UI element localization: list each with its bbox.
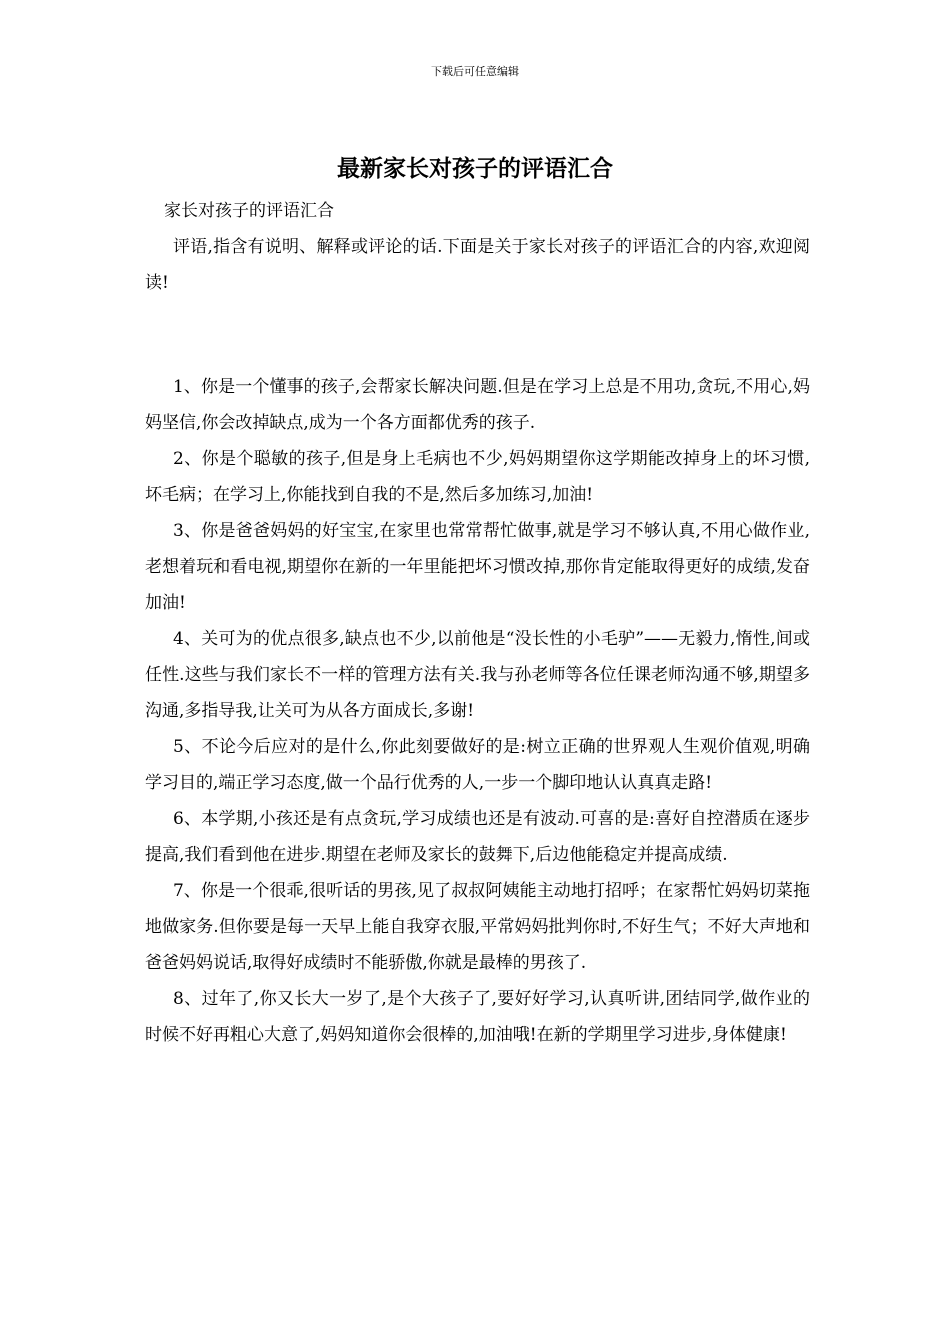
comments-list	[145, 369, 810, 1053]
document-title: 最新家长对孩子的评语汇合	[337, 155, 613, 182]
comment-item-8: 8、过年了,你又长大一岁了,是个大孩子了,要好好学习,认真听讲,团结同学,做作业的时候不好再粗心大意了,妈妈知道你会很棒的,加油哦!在新的学期里学习进步,身体健康!	[145, 989, 810, 1045]
comment-item-3: 3、你是爸爸妈妈的好宝宝,在家里也常常帮忙做事,就是学习不够认真,不用心做作业,老想着玩和看电视,期望你在新的一年里能把坏习惯改掉,那你肯定能取得更好的成绩,发奋加油!	[145, 521, 810, 613]
comment-item-7: 7、你是一个很乖,很听话的男孩,见了叔叔阿姨能主动地打招呼；在家帮忙妈妈切菜拖地做家务.但你要是每一天早上能自我穿衣服,平常妈妈批判你时,不好生气；不好大声地和爸爸妈妈说话,取得好成绩时不能骄傲,你就是最棒的男孩了.	[145, 881, 810, 973]
intro-section	[145, 229, 810, 301]
comment-item-1: 1、你是一个懂事的孩子,会帮家长解决问题.但是在学习上总是不用功,贪玩,不用心,妈妈坚信,你会改掉缺点,成为一个各方面都优秀的孩子.	[145, 377, 810, 433]
intro-paragraph: 评语,指含有说明、解释或评论的话.下面是关于家长对孩子的评语汇合的内容,欢迎阅读!	[145, 237, 810, 293]
comment-item-2: 2、你是个聪敏的孩子,但是身上毛病也不少,妈妈期望你这学期能改掉身上的坏习惯,坏毛病；在学习上,你能找到自我的不是,然后多加练习,加油!	[145, 449, 810, 505]
comment-item-6: 6、本学期,小孩还是有点贪玩,学习成绩也还是有波动.可喜的是:喜好自控潜质在逐步提高,我们看到他在进步.期望在老师及家长的鼓舞下,后边他能稳定并提高成绩.	[145, 809, 810, 865]
comment-item-5: 5、不论今后应对的是什么,你此刻要做好的是:树立正确的世界观人生观价值观,明确学习目的,端正学习态度,做一个品行优秀的人,一步一个脚印地认认真真走路!	[145, 737, 810, 793]
document-subtitle: 家长对孩子的评语汇合	[164, 201, 334, 221]
header-note: 下载后可任意编辑	[431, 65, 519, 78]
comment-item-4: 4、关可为的优点很多,缺点也不少,以前他是“没长性的小毛驴”——无毅力,惰性,间或任性.这些与我们家长不一样的管理方法有关.我与孙老师等各位任课老师沟通不够,期望多沟通,多指导我,让关可为从各方面成长,多谢!	[145, 629, 810, 721]
